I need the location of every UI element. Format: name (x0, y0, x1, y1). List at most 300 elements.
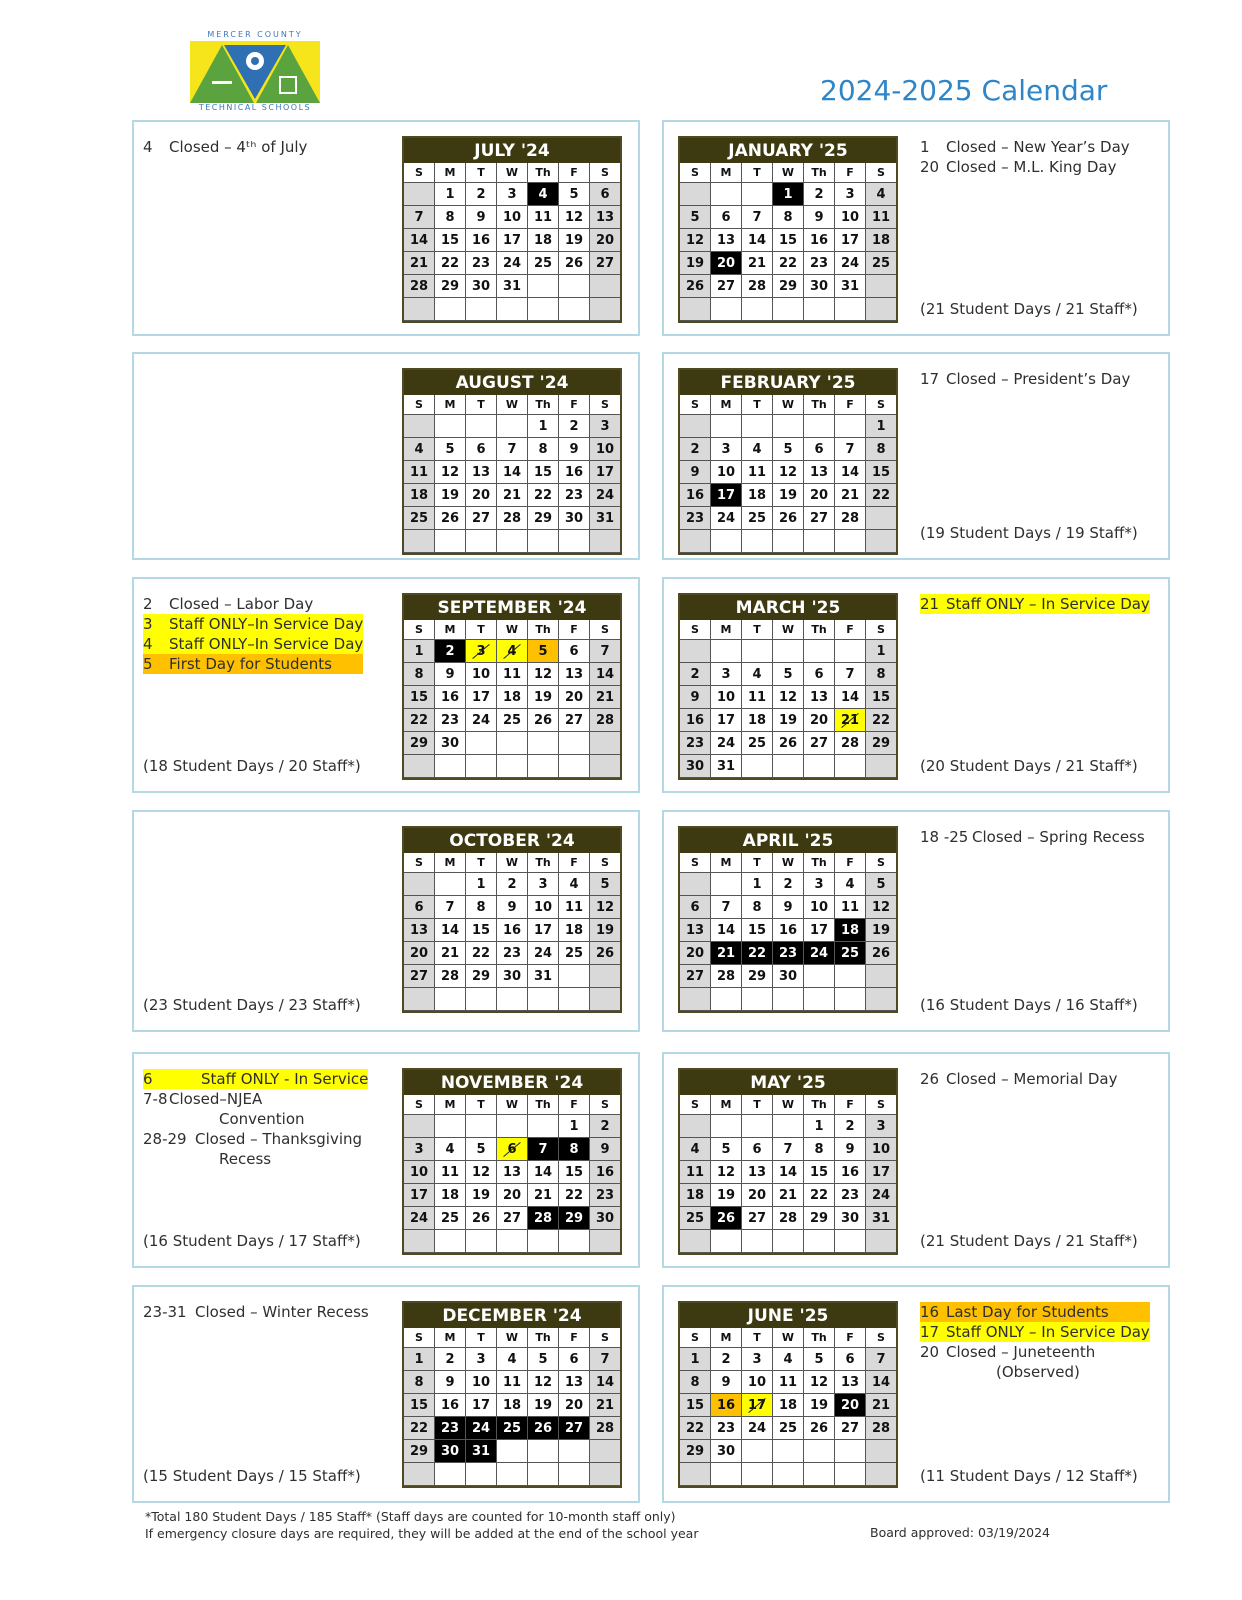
weekday-label: S (680, 163, 711, 183)
day-cell (804, 1463, 835, 1486)
week-row (680, 942, 896, 965)
weekday-label: S (680, 395, 711, 415)
day-cell: 29 (742, 965, 773, 988)
week-row (680, 507, 896, 530)
day-cell: 15 (404, 1394, 435, 1417)
day-cell: 27 (680, 965, 711, 988)
day-cell (742, 298, 773, 321)
calendar-note (920, 137, 1130, 157)
day-cell: 6 (559, 640, 590, 663)
weekday-label: F (835, 1328, 866, 1348)
day-cell: 19 (528, 686, 559, 709)
day-cell: 26 (559, 252, 590, 275)
day-cell: 19 (773, 484, 804, 507)
weekday-label: F (559, 620, 590, 640)
day-cell (773, 755, 804, 778)
day-cell (742, 415, 773, 438)
day-cell: 17 (497, 229, 528, 252)
weekday-label: M (435, 395, 466, 415)
week-row (680, 206, 896, 229)
day-cell: 25 (742, 507, 773, 530)
week-row (680, 1207, 896, 1230)
day-cell (866, 965, 896, 988)
day-cell: 6 (590, 183, 620, 206)
day-cell: 20 (680, 942, 711, 965)
day-cell: 19 (773, 709, 804, 732)
day-cell: 15 (404, 686, 435, 709)
day-cell: 15 (435, 229, 466, 252)
month-title: MARCH '25 (680, 595, 896, 620)
day-cell: 26 (804, 1417, 835, 1440)
footer-total-line: *Total 180 Student Days / 185 Staff* (Staff days are counted for 10-month staff only) (145, 1509, 676, 1524)
day-cell: 9 (466, 206, 497, 229)
day-cell: 22 (773, 252, 804, 275)
weekday-label: W (773, 1328, 804, 1348)
day-cell: 14 (835, 686, 866, 709)
day-cell: 1 (804, 1115, 835, 1138)
day-cell: 20 (559, 1394, 590, 1417)
day-cell (497, 732, 528, 755)
note-date: 7-8 (143, 1090, 168, 1108)
weekday-label: S (680, 620, 711, 640)
calendar-note (143, 137, 307, 157)
day-cell: 18 (559, 919, 590, 942)
day-cell: 3 (711, 438, 742, 461)
week-row (680, 1440, 896, 1463)
day-cell (559, 965, 590, 988)
weekday-label: M (711, 1328, 742, 1348)
week-row (680, 484, 896, 507)
day-cell (711, 298, 742, 321)
weekday-label: W (773, 853, 804, 873)
day-cell: 22 (466, 942, 497, 965)
week-row (404, 896, 620, 919)
weekday-label: Th (804, 395, 835, 415)
weekday-label: Th (528, 1095, 559, 1115)
weekday-label: S (680, 853, 711, 873)
day-cell: 7 (835, 663, 866, 686)
day-cell (711, 873, 742, 896)
day-cell: 12 (559, 206, 590, 229)
weekday-header (680, 1095, 896, 1115)
month-notes (143, 1069, 368, 1169)
weekday-label: T (466, 395, 497, 415)
day-cell: 2 (680, 663, 711, 686)
day-cell: 3 (497, 183, 528, 206)
day-cell: 18 (497, 1394, 528, 1417)
day-cell: 12 (528, 663, 559, 686)
week-row (404, 275, 620, 298)
day-cell: 26 (435, 507, 466, 530)
week-row (404, 663, 620, 686)
month-title: MAY '25 (680, 1070, 896, 1095)
day-cell: 10 (804, 896, 835, 919)
day-cell: 10 (835, 206, 866, 229)
day-cell (835, 755, 866, 778)
weekday-header (404, 163, 620, 183)
month-day-totals: (18 Student Days / 20 Staff*) (143, 757, 361, 775)
weekday-label: W (773, 620, 804, 640)
day-cell: 27 (466, 507, 497, 530)
day-cell: 6 (804, 663, 835, 686)
day-cell: 6 (835, 1348, 866, 1371)
weekday-label: T (466, 1328, 497, 1348)
day-cell: 31 (835, 275, 866, 298)
day-cell (528, 1440, 559, 1463)
day-cell (590, 988, 620, 1011)
note-text: Staff ONLY – In Service Day (946, 595, 1150, 613)
day-cell (435, 415, 466, 438)
week-row (404, 640, 620, 663)
day-cell: 17 (466, 686, 497, 709)
day-cell (559, 755, 590, 778)
day-cell: 26 (711, 1207, 742, 1230)
day-cell: 16 (497, 919, 528, 942)
weekday-label: T (742, 163, 773, 183)
calendar-note (143, 1149, 368, 1169)
day-cell: 2 (773, 873, 804, 896)
day-cell: 24 (590, 484, 620, 507)
week-row (404, 206, 620, 229)
day-cell (590, 275, 620, 298)
day-cell: 24 (497, 252, 528, 275)
day-cell: 17 (404, 1184, 435, 1207)
day-cell (866, 298, 896, 321)
day-cell: 18 (680, 1184, 711, 1207)
day-cell (559, 298, 590, 321)
weekday-label: W (497, 1328, 528, 1348)
note-text: Convention (219, 1110, 305, 1128)
month-title: OCTOBER '24 (404, 828, 620, 853)
day-cell (528, 755, 559, 778)
day-cell: 23 (711, 1417, 742, 1440)
day-cell: 13 (804, 686, 835, 709)
day-cell: 11 (497, 663, 528, 686)
week-row (404, 229, 620, 252)
day-cell: 5 (773, 438, 804, 461)
day-cell (866, 275, 896, 298)
weekday-label: F (835, 1095, 866, 1115)
day-cell: 18 (404, 484, 435, 507)
day-cell (528, 732, 559, 755)
day-cell: 31 (497, 275, 528, 298)
day-cell: 4 (742, 663, 773, 686)
day-cell: 14 (528, 1161, 559, 1184)
day-cell: 5 (590, 873, 620, 896)
weekday-header (680, 1328, 896, 1348)
month-calendar (678, 368, 898, 555)
day-cell: 19 (528, 1394, 559, 1417)
day-cell: 28 (590, 1417, 620, 1440)
weekday-label: S (404, 1095, 435, 1115)
day-cell: 10 (466, 663, 497, 686)
note-text: Closed–NJEA (169, 1090, 263, 1108)
weekday-label: S (866, 620, 896, 640)
day-cell: 23 (804, 252, 835, 275)
weekday-label: M (435, 163, 466, 183)
weekday-label: T (466, 1095, 497, 1115)
weekday-label: F (559, 163, 590, 183)
week-row (404, 1230, 620, 1253)
weekday-label: S (866, 1095, 896, 1115)
day-cell: 29 (680, 1440, 711, 1463)
day-cell (497, 1440, 528, 1463)
week-row (680, 1371, 896, 1394)
weekday-label: T (466, 853, 497, 873)
day-cell (742, 755, 773, 778)
weekday-label: W (497, 395, 528, 415)
day-cell (835, 415, 866, 438)
day-cell: 30 (835, 1207, 866, 1230)
month-title: DECEMBER '24 (404, 1303, 620, 1328)
day-cell (773, 1115, 804, 1138)
day-cell: 29 (559, 1207, 590, 1230)
note-date: 6 (143, 1070, 153, 1088)
day-cell: 16 (835, 1161, 866, 1184)
month-notes (920, 827, 1145, 847)
day-cell: 18 (528, 229, 559, 252)
day-cell: 2 (559, 415, 590, 438)
day-cell (466, 732, 497, 755)
calendar-note (143, 1069, 368, 1089)
month-calendar (678, 1068, 898, 1255)
day-cell: 27 (559, 709, 590, 732)
day-cell: 13 (590, 206, 620, 229)
day-cell (804, 755, 835, 778)
day-cell: 8 (742, 896, 773, 919)
day-cell: 12 (866, 896, 896, 919)
day-cell: 26 (680, 275, 711, 298)
day-cell: 17 (835, 229, 866, 252)
logo-triangles-icon (190, 41, 320, 103)
month-title: JANUARY '25 (680, 138, 896, 163)
day-cell: 27 (804, 507, 835, 530)
weekday-label: S (680, 1095, 711, 1115)
day-cell (528, 988, 559, 1011)
day-cell (466, 298, 497, 321)
day-cell: 21 (742, 252, 773, 275)
calendar-note (920, 157, 1130, 177)
day-cell: 17 (866, 1161, 896, 1184)
day-cell (466, 1115, 497, 1138)
month-calendar (402, 826, 622, 1013)
note-text: Closed – Memorial Day (946, 1070, 1118, 1088)
day-cell: 4 (497, 1348, 528, 1371)
day-cell: 24 (835, 252, 866, 275)
day-cell: 27 (742, 1207, 773, 1230)
day-cell: 2 (711, 1348, 742, 1371)
day-cell: 31 (590, 507, 620, 530)
day-cell: 21 (590, 1394, 620, 1417)
day-cell (804, 530, 835, 553)
day-cell: 15 (466, 919, 497, 942)
day-cell: 3 (835, 183, 866, 206)
day-cell: 22 (404, 1417, 435, 1440)
week-row (680, 1184, 896, 1207)
day-cell: 10 (528, 896, 559, 919)
month-day-totals: (21 Student Days / 21 Staff*) (920, 300, 1138, 318)
weekday-label: W (497, 853, 528, 873)
day-cell: 13 (404, 919, 435, 942)
day-cell: 22 (866, 484, 896, 507)
day-cell: 28 (528, 1207, 559, 1230)
month-calendar (678, 1301, 898, 1488)
day-cell: 25 (497, 1417, 528, 1440)
day-cell: 5 (528, 1348, 559, 1371)
day-cell (528, 1115, 559, 1138)
day-cell: 2 (835, 1115, 866, 1138)
week-row (680, 709, 896, 732)
weekday-header (404, 853, 620, 873)
day-cell: 15 (680, 1394, 711, 1417)
day-cell: 30 (590, 1207, 620, 1230)
week-row (680, 663, 896, 686)
week-row (680, 919, 896, 942)
day-cell (866, 530, 896, 553)
day-cell: 5 (804, 1348, 835, 1371)
note-text: Closed – Spring Recess (972, 828, 1145, 846)
day-cell: 21 (835, 709, 866, 732)
day-cell: 6 (559, 1348, 590, 1371)
day-cell: 3 (711, 663, 742, 686)
day-cell: 30 (435, 1440, 466, 1463)
day-cell: 13 (559, 663, 590, 686)
day-cell: 21 (711, 942, 742, 965)
day-cell: 27 (497, 1207, 528, 1230)
day-cell (835, 640, 866, 663)
week-row (680, 1394, 896, 1417)
day-cell: 27 (711, 275, 742, 298)
weekday-label: W (773, 395, 804, 415)
weekday-label: S (866, 853, 896, 873)
day-cell: 29 (528, 507, 559, 530)
week-row (404, 1115, 620, 1138)
week-row (404, 183, 620, 206)
day-cell: 3 (528, 873, 559, 896)
day-cell: 4 (866, 183, 896, 206)
weekday-label: S (866, 395, 896, 415)
day-cell: 17 (466, 1394, 497, 1417)
weekday-label: M (435, 1095, 466, 1115)
day-cell: 20 (835, 1394, 866, 1417)
day-cell: 9 (590, 1138, 620, 1161)
day-cell: 13 (835, 1371, 866, 1394)
day-cell: 12 (773, 686, 804, 709)
day-cell: 21 (435, 942, 466, 965)
day-cell: 28 (773, 1207, 804, 1230)
day-cell (680, 988, 711, 1011)
day-cell: 20 (497, 1184, 528, 1207)
note-text: Last Day for Students (946, 1303, 1109, 1321)
week-row (680, 461, 896, 484)
day-cell: 2 (435, 640, 466, 663)
weekday-label: W (773, 1095, 804, 1115)
weekday-label: F (559, 853, 590, 873)
day-cell: 8 (435, 206, 466, 229)
day-cell: 22 (804, 1184, 835, 1207)
week-row (404, 1394, 620, 1417)
week-row (404, 988, 620, 1011)
day-cell (497, 988, 528, 1011)
day-cell: 8 (866, 663, 896, 686)
note-date: 28-29 (143, 1130, 187, 1148)
week-row (680, 229, 896, 252)
week-row (680, 1161, 896, 1184)
day-cell: 9 (435, 1371, 466, 1394)
day-cell: 23 (680, 507, 711, 530)
note-text: Staff ONLY – In Service Day (946, 1323, 1150, 1341)
day-cell: 12 (680, 229, 711, 252)
day-cell: 9 (835, 1138, 866, 1161)
day-cell: 28 (435, 965, 466, 988)
day-cell (742, 1440, 773, 1463)
day-cell: 4 (559, 873, 590, 896)
day-cell: 9 (804, 206, 835, 229)
day-cell (435, 530, 466, 553)
day-cell (680, 530, 711, 553)
day-cell (590, 732, 620, 755)
month-notes (920, 1069, 1117, 1089)
day-cell: 19 (435, 484, 466, 507)
day-cell (559, 275, 590, 298)
day-cell (590, 1463, 620, 1486)
note-date: 23-31 (143, 1303, 187, 1321)
day-cell: 25 (435, 1207, 466, 1230)
day-cell: 29 (404, 732, 435, 755)
week-row (404, 1440, 620, 1463)
day-cell: 17 (742, 1394, 773, 1417)
day-cell (804, 298, 835, 321)
week-row (680, 530, 896, 553)
day-cell (742, 1115, 773, 1138)
week-row (680, 183, 896, 206)
day-cell (711, 1463, 742, 1486)
note-date: 17 (920, 1323, 940, 1341)
day-cell (528, 1230, 559, 1253)
weekday-label: M (711, 853, 742, 873)
day-cell: 1 (404, 1348, 435, 1371)
day-cell: 21 (866, 1394, 896, 1417)
day-cell (404, 530, 435, 553)
weekday-label: F (835, 395, 866, 415)
day-cell: 31 (466, 1440, 497, 1463)
day-cell: 26 (528, 709, 559, 732)
day-cell: 4 (435, 1138, 466, 1161)
day-cell: 13 (466, 461, 497, 484)
day-cell (742, 1463, 773, 1486)
day-cell: 2 (590, 1115, 620, 1138)
day-cell (590, 298, 620, 321)
day-cell: 13 (711, 229, 742, 252)
day-cell: 24 (466, 709, 497, 732)
day-cell (559, 530, 590, 553)
day-cell: 23 (773, 942, 804, 965)
calendar-note (920, 1342, 1150, 1362)
day-cell (497, 755, 528, 778)
day-cell (742, 1230, 773, 1253)
footer-notes (145, 1508, 699, 1542)
day-cell: 16 (804, 229, 835, 252)
note-date: 5 (143, 655, 153, 673)
month-day-totals: (15 Student Days / 15 Staff*) (143, 1467, 361, 1485)
weekday-header (404, 620, 620, 640)
day-cell: 3 (866, 1115, 896, 1138)
day-cell (866, 1463, 896, 1486)
day-cell: 1 (404, 640, 435, 663)
day-cell: 24 (404, 1207, 435, 1230)
note-text: First Day for Students (169, 655, 332, 673)
weekday-label: S (404, 620, 435, 640)
